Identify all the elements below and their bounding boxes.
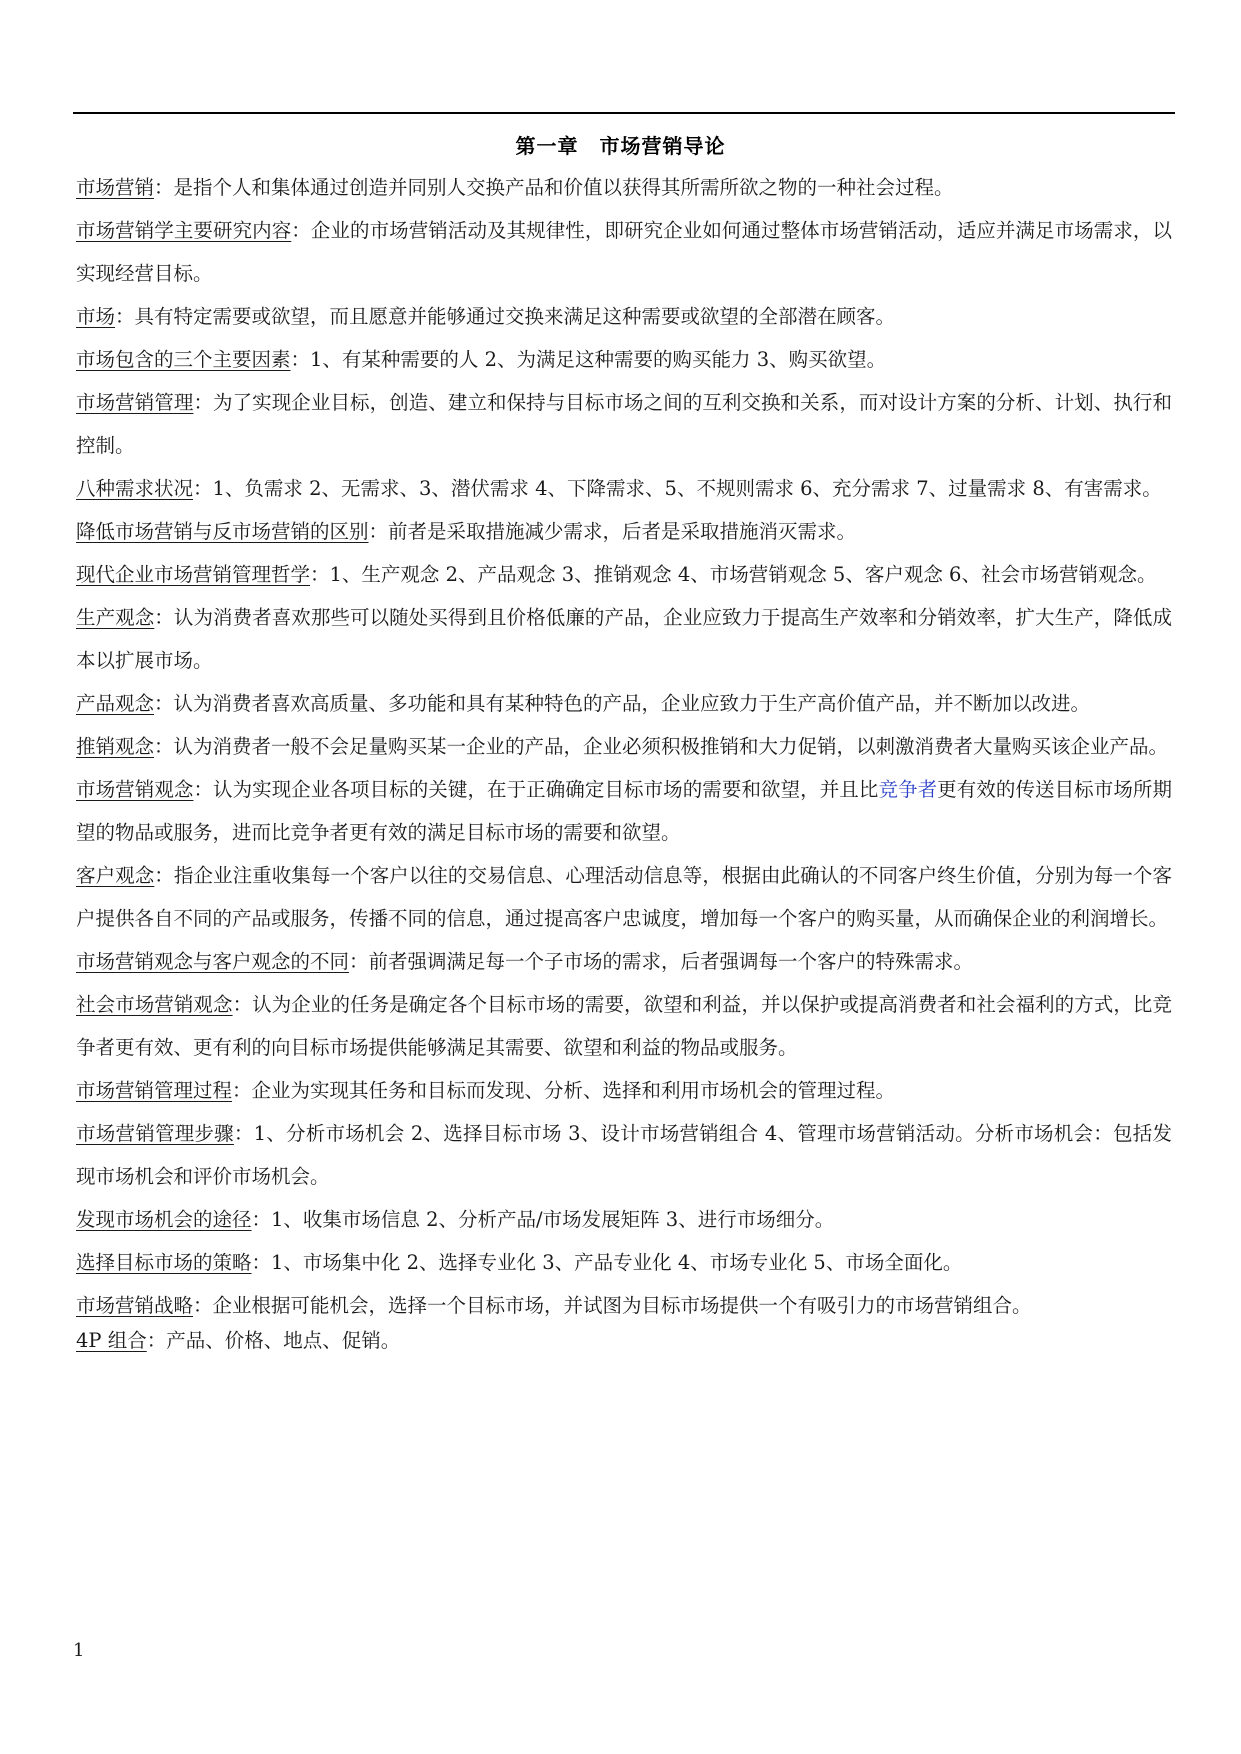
term-research-content: 市场营销学主要研究内容: [76, 219, 292, 242]
definition-text: ：认为企业的任务是确定各个目标市场的需要，欲望和利益，并以保护或提高消费者和社会福利的方式，比竞争者更有效、更有利的向目标市场提供能够满足其需要、欲望和利益的物品或服务。: [76, 993, 1172, 1059]
definition-text: ：认为消费者喜欢高质量、多功能和具有某种特色的产品，企业应致力于生产高价值产品，并不断加以改进。: [154, 692, 1091, 715]
definition-text: ：企业根据可能机会，选择一个目标市场，并试图为目标市场提供一个有吸引力的市场营销组合。: [193, 1294, 1032, 1317]
term-marketing: 市场营销: [76, 176, 155, 199]
paragraph-marketing: [76, 166, 1172, 209]
term-marketing-concept: 市场营销观念: [76, 778, 194, 801]
definition-text: ：认为消费者一般不会足量购买某一企业的产品，企业必须积极推销和大力促销，以刺激消费者大量购买该企业产品。: [154, 735, 1169, 758]
term-concept-difference: 市场营销观念与客户观念的不同: [76, 950, 350, 973]
term-product-concept: 产品观念: [76, 692, 155, 715]
definition-text: ：认为实现企业各项目标的关键，在于正确确定目标市场的需要和欲望，并且比: [193, 778, 879, 801]
paragraph-three-factors: [76, 338, 1172, 381]
definition-text: ：1、有某种需要的人 2、为满足这种需要的购买能力 3、购买欲望。: [290, 348, 887, 371]
term-management-steps: 市场营销管理步骤: [76, 1122, 234, 1145]
term-market: 市场: [76, 305, 116, 328]
term-customer-concept: 客户观念: [76, 864, 155, 887]
paragraph-management-steps: [76, 1112, 1172, 1198]
definition-text: ：指企业注重收集每一个客户以往的交易信息、心理活动信息等，根据由此确认的不同客户终生价值，分别为每一个客户提供各自不同的产品或服务，传播不同的信息，通过提高客户忠诚度，增加每一个客户的购买量，从而确保企业的利润增长。: [76, 864, 1172, 930]
term-production-concept: 生产观念: [76, 606, 155, 629]
definition-text: ：1、负需求 2、无需求、3、潜伏需求 4、下降需求、5、不规则需求 6、充分需求 7、过量需求 8、有害需求。: [193, 477, 1162, 500]
term-societal-marketing: 社会市场营销观念: [76, 993, 233, 1016]
definition-text: ：1、收集市场信息 2、分析产品/市场发展矩阵 3、进行市场细分。: [251, 1208, 835, 1231]
definition-text: ：为了实现企业目标，创造、建立和保持与目标市场之间的互利交换和关系，而对设计方案的分析、计划、执行和控制。: [76, 391, 1172, 457]
definition-text: ：产品、价格、地点、促销。: [146, 1329, 401, 1352]
term-three-factors: 市场包含的三个主要因素: [76, 348, 291, 371]
header-rule: [73, 112, 1175, 114]
chapter-title: 第一章 市场营销导论: [515, 134, 726, 158]
definition-text-continued: 更有效的传送目标市场所期望的物品或服务，进而比竞争者更有效的满足目标市场的需要和欲望。: [76, 778, 1172, 844]
paragraph-management-philosophy: [76, 553, 1172, 596]
term-management-process: 市场营销管理过程: [76, 1079, 233, 1102]
paragraph-management-process: [76, 1069, 1172, 1112]
paragraph-eight-demand-states: [76, 467, 1172, 510]
term-marketing-management: 市场营销管理: [76, 391, 194, 414]
term-management-philosophy: 现代企业市场营销管理哲学: [76, 563, 311, 586]
term-eight-demand-states: 八种需求状况: [76, 477, 194, 500]
term-target-market-strategy: 选择目标市场的策略: [76, 1251, 252, 1274]
term-marketing-strategy: 市场营销战略: [76, 1294, 194, 1317]
definition-text: ：企业为实现其任务和目标而发现、分析、选择和利用市场机会的管理过程。: [232, 1079, 896, 1102]
term-demarketing-difference: 降低市场营销与反市场营销的区别: [76, 520, 369, 543]
document-body: [76, 166, 1172, 1362]
paragraph-opportunity-channels: [76, 1198, 1172, 1241]
paragraph-marketing-concept: [76, 768, 1172, 854]
page-number: 1: [73, 1640, 85, 1661]
definition-text: ：1、分析市场机会 2、选择目标市场 3、设计市场营销组合 4、管理市场营销活动。分析市场机会：包括发现市场机会和评价市场机会。: [76, 1122, 1172, 1188]
paragraph-market: [76, 295, 1172, 338]
definition-text: ：前者强调满足每一个子市场的需求，后者强调每一个客户的特殊需求。: [349, 950, 974, 973]
paragraph-research-content: [76, 209, 1172, 295]
definition-text: ：前者是采取措施减少需求，后者是采取措施消灭需求。: [368, 520, 857, 543]
definition-text: ：是指个人和集体通过创造并同别人交换产品和价值以获得其所需所欲之物的一种社会过程。: [154, 176, 954, 199]
definition-text: ：1、市场集中化 2、选择专业化 3、产品专业化 4、市场专业化 5、市场全面化。: [251, 1251, 963, 1274]
paragraph-marketing-management: [76, 381, 1172, 467]
paragraph-selling-concept: [76, 725, 1172, 768]
paragraph-concept-difference: [76, 940, 1172, 983]
definition-text: ：企业的市场营销活动及其规律性，即研究企业如何通过整体市场营销活动，适应并满足市场需求，以实现经营目标。: [76, 219, 1172, 285]
definition-text: ：1、生产观念 2、产品观念 3、推销观念 4、市场营销观念 5、客户观念 6、社会市场营销观念。: [310, 563, 1157, 586]
term-opportunity-channels: 发现市场机会的途径: [76, 1208, 252, 1231]
paragraph-societal-marketing: [76, 983, 1172, 1069]
term-selling-concept: 推销观念: [76, 735, 155, 758]
paragraph-target-market-strategy: [76, 1241, 1172, 1284]
paragraph-production-concept: [76, 596, 1172, 682]
definition-text: ：具有特定需要或欲望，而且愿意并能够通过交换来满足这种需要或欲望的全部潜在顾客。: [115, 305, 896, 328]
paragraph-customer-concept: [76, 854, 1172, 940]
paragraph-product-concept: [76, 682, 1172, 725]
competitor-link[interactable]: 竞争者: [878, 778, 938, 801]
definition-text: ：认为消费者喜欢那些可以随处买得到且价格低廉的产品，企业应致力于提高生产效率和分销效率，扩大生产，降低成本以扩展市场。: [76, 606, 1172, 672]
term-4p-mix: 4P 组合: [76, 1329, 147, 1352]
paragraph-demarketing-difference: [76, 510, 1172, 553]
